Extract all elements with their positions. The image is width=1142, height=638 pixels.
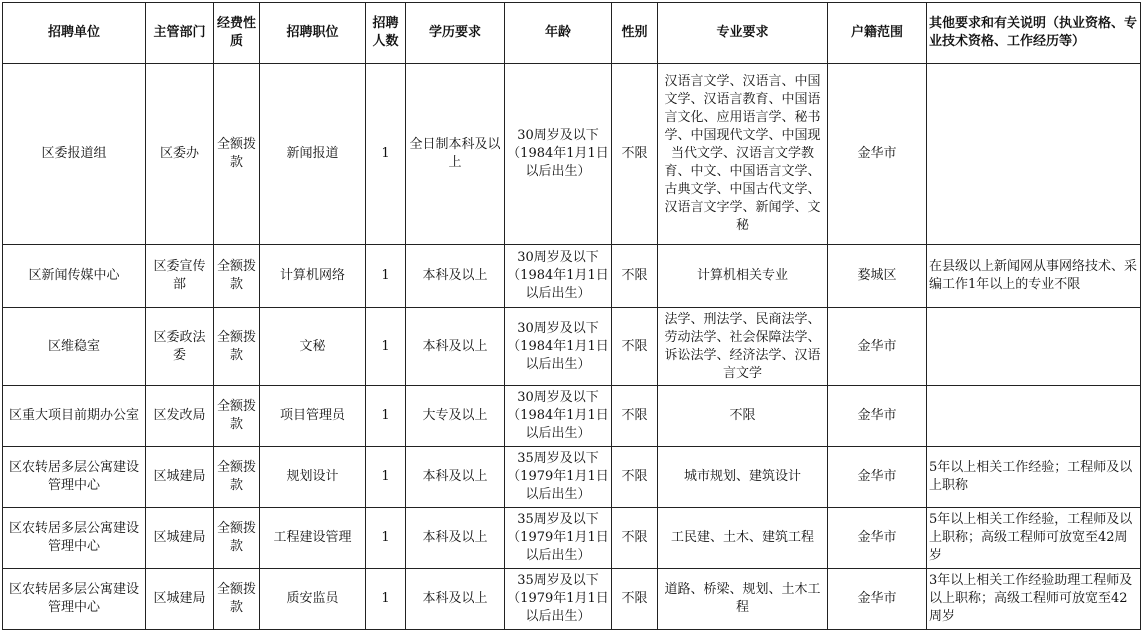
cell-dept: 区发改局 [146,386,214,447]
cell-age: 30周岁及以下（1984年1月1日以后出生） [505,386,612,447]
cell-count: 1 [366,386,406,447]
cell-education: 本科及以上 [406,508,505,569]
cell-position: 新闻报道 [260,64,366,245]
cell-age: 35周岁及以下（1979年1月1日以后出生） [505,447,612,508]
cell-funding: 全额拨款 [214,308,260,386]
cell-age: 30周岁及以下（1984年1月1日以后出生） [505,308,612,386]
table-row [3,569,1141,630]
cell-position: 项目管理员 [260,386,366,447]
table-row [3,386,1141,447]
cell-other [927,64,1141,245]
table-row [3,64,1141,245]
cell-household: 金华市 [828,64,927,245]
cell-position: 质安监员 [260,569,366,630]
cell-position: 工程建设管理 [260,508,366,569]
cell-funding: 全额拨款 [214,245,260,308]
cell-gender: 不限 [612,569,658,630]
cell-gender: 不限 [612,508,658,569]
cell-position: 文秘 [260,308,366,386]
cell-age: 30周岁及以下（1984年1月1日以后出生） [505,245,612,308]
cell-unit: 区维稳室 [3,308,146,386]
cell-count: 1 [366,245,406,308]
table-row [3,245,1141,308]
cell-age: 35周岁及以下（1979年1月1日以后出生） [505,508,612,569]
table-row [3,308,1141,386]
cell-other: 5年以上相关工作经验；工程师及以上职称 [927,447,1141,508]
cell-unit: 区委报道组 [3,64,146,245]
cell-major: 城市规划、建筑设计 [658,447,828,508]
cell-count: 1 [366,447,406,508]
cell-dept: 区城建局 [146,447,214,508]
cell-position: 计算机网络 [260,245,366,308]
cell-education: 本科及以上 [406,245,505,308]
header-funding: 经费性质 [214,3,260,64]
cell-age: 30周岁及以下（1984年1月1日以后出生） [505,64,612,245]
cell-unit: 区农转居多层公寓建设管理中心 [3,569,146,630]
cell-major-text: 汉语言文学、汉语言、中国文学、汉语言教育、中国语言文化、应用语言学、秘书学、中国现代文学、中国现当代文学、汉语言文学教育、中文、中国语言文学、古典文学、中国古代文学、汉语言文字学、新闻学、文秘 [664,74,821,233]
cell-major: 工民建、土木、建筑工程 [658,508,828,569]
header-gender: 性别 [612,3,658,64]
cell-gender: 不限 [612,64,658,245]
cell-dept: 区委宣传部 [146,245,214,308]
header-major: 专业要求 [658,3,828,64]
cell-funding: 全额拨款 [214,508,260,569]
cell-education: 本科及以上 [406,569,505,630]
cell-gender: 不限 [612,308,658,386]
cell-count: 1 [366,64,406,245]
cell-household: 金华市 [828,447,927,508]
header-position: 招聘职位 [260,3,366,64]
cell-unit: 区农转居多层公寓建设管理中心 [3,508,146,569]
header-count: 招聘人数 [366,3,406,64]
cell-major [658,64,828,245]
cell-household: 婺城区 [828,245,927,308]
cell-household: 金华市 [828,508,927,569]
cell-major: 道路、桥梁、规划、土木工程 [658,569,828,630]
cell-household: 金华市 [828,386,927,447]
cell-dept: 区委办 [146,64,214,245]
cell-other [927,386,1141,447]
cell-other [927,308,1141,386]
cell-unit: 区农转居多层公寓建设管理中心 [3,447,146,508]
cell-funding: 全额拨款 [214,386,260,447]
cell-count: 1 [366,308,406,386]
cell-position: 规划设计 [260,447,366,508]
cell-household: 金华市 [828,308,927,386]
cell-age: 35周岁及以下（1979年1月1日以后出生） [505,569,612,630]
cell-gender: 不限 [612,447,658,508]
cell-education: 本科及以上 [406,308,505,386]
cell-count: 1 [366,508,406,569]
cell-funding: 全额拨款 [214,569,260,630]
cell-unit: 区重大项目前期办公室 [3,386,146,447]
cell-education: 全日制本科及以上 [406,64,505,245]
cell-funding: 全额拨款 [214,64,260,245]
header-education: 学历要求 [406,3,505,64]
table-row [3,508,1141,569]
cell-funding: 全额拨款 [214,447,260,508]
header-household: 户籍范围 [828,3,927,64]
header-age: 年龄 [505,3,612,64]
cell-dept: 区城建局 [146,508,214,569]
cell-count: 1 [366,569,406,630]
recruitment-table [2,2,1141,630]
cell-major: 不限 [658,386,828,447]
cell-other: 在县级以上新闻网从事网络技术、采编工作1年以上的专业不限 [927,245,1141,308]
cell-other: 3年以上相关工作经验助理工程师及以上职称；高级工程师可放宽至42周岁 [927,569,1141,630]
cell-dept: 区城建局 [146,569,214,630]
header-row [3,3,1141,64]
cell-gender: 不限 [612,386,658,447]
header-unit: 招聘单位 [3,3,146,64]
cell-major: 法学、刑法学、民商法学、劳动法学、社会保障法学、诉讼法学、经济法学、汉语言文学 [658,308,828,386]
cell-household: 金华市 [828,569,927,630]
cell-other: 5年以上相关工作经验，工程师及以上职称；高级工程师可放宽至42周岁 [927,508,1141,569]
header-dept: 主管部门 [146,3,214,64]
cell-dept: 区委政法委 [146,308,214,386]
cell-gender: 不限 [612,245,658,308]
cell-education: 本科及以上 [406,447,505,508]
cell-major: 计算机相关专业 [658,245,828,308]
cell-unit: 区新闻传媒中心 [3,245,146,308]
table-row [3,447,1141,508]
cell-education: 大专及以上 [406,386,505,447]
header-other: 其他要求和有关说明（执业资格、专业技术资格、工作经历等） [927,3,1141,64]
